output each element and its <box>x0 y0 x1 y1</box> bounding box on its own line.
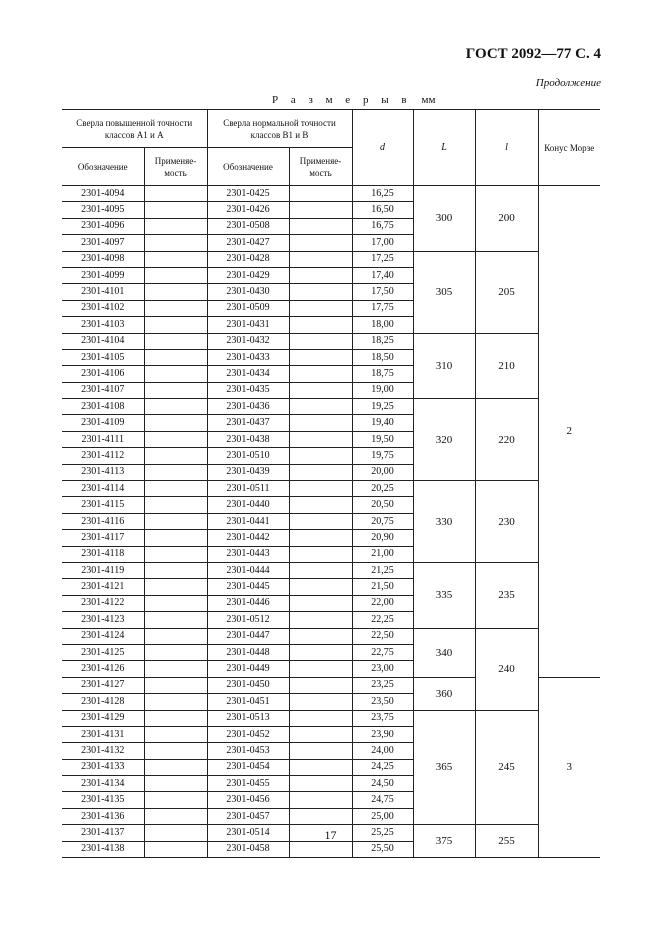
table-row <box>62 562 600 578</box>
length-L: 330 <box>413 481 475 563</box>
units-caption <box>272 94 435 106</box>
designation-precision: 2301-4108 <box>62 399 144 415</box>
designation-precision: 2301-4098 <box>62 251 144 267</box>
designation-precision: 2301-4128 <box>62 694 144 710</box>
designation-normal: 2301-0436 <box>207 399 289 415</box>
designation-normal: 2301-0442 <box>207 530 289 546</box>
designation-normal: 2301-0431 <box>207 317 289 333</box>
diameter-d: 19,40 <box>352 415 413 431</box>
designation-precision: 2301-4115 <box>62 497 144 513</box>
application-precision <box>144 382 207 398</box>
designation-normal: 2301-0429 <box>207 267 289 283</box>
application-normal <box>289 530 352 546</box>
application-normal <box>289 202 352 218</box>
diameter-d: 17,25 <box>352 251 413 267</box>
units-mm: мм <box>421 94 436 106</box>
header-application-1: Применяе-мость <box>144 148 207 186</box>
designation-normal: 2301-0425 <box>207 186 289 202</box>
designation-normal: 2301-0432 <box>207 333 289 349</box>
application-precision <box>144 186 207 202</box>
diameter-d: 18,25 <box>352 333 413 349</box>
application-precision <box>144 530 207 546</box>
designation-precision: 2301-4127 <box>62 677 144 693</box>
designation-precision: 2301-4101 <box>62 284 144 300</box>
application-precision <box>144 644 207 660</box>
application-normal <box>289 382 352 398</box>
application-normal <box>289 399 352 415</box>
table-row <box>62 628 600 644</box>
designation-normal: 2301-0445 <box>207 579 289 595</box>
length-l: 205 <box>475 251 538 333</box>
application-precision <box>144 841 207 857</box>
application-normal <box>289 841 352 857</box>
application-precision <box>144 349 207 365</box>
length-l: 240 <box>475 628 538 710</box>
designation-normal: 2301-0438 <box>207 431 289 447</box>
application-normal <box>289 415 352 431</box>
designation-precision: 2301-4118 <box>62 546 144 562</box>
application-precision <box>144 612 207 628</box>
application-normal <box>289 218 352 234</box>
continuation-label: Продолжение <box>535 77 601 89</box>
designation-normal: 2301-0452 <box>207 726 289 742</box>
designation-normal: 2301-0511 <box>207 481 289 497</box>
table-row <box>62 186 600 202</box>
application-precision <box>144 661 207 677</box>
diameter-d: 25,25 <box>352 825 413 841</box>
diameter-d: 21,25 <box>352 562 413 578</box>
application-precision <box>144 251 207 267</box>
application-precision <box>144 481 207 497</box>
application-precision <box>144 808 207 824</box>
designation-normal: 2301-0457 <box>207 808 289 824</box>
diameter-d: 20,75 <box>352 513 413 529</box>
application-precision <box>144 399 207 415</box>
units-label: Р а з м е р ы в <box>272 94 412 106</box>
diameter-d: 22,00 <box>352 595 413 611</box>
length-L: 305 <box>413 251 475 333</box>
application-normal <box>289 710 352 726</box>
application-precision <box>144 284 207 300</box>
designation-precision: 2301-4116 <box>62 513 144 529</box>
designation-normal: 2301-0509 <box>207 300 289 316</box>
designation-normal: 2301-0447 <box>207 628 289 644</box>
designation-normal: 2301-0441 <box>207 513 289 529</box>
application-normal <box>289 251 352 267</box>
header-morse-cone: Конус Морзе <box>538 110 600 186</box>
designation-normal: 2301-0428 <box>207 251 289 267</box>
designation-precision: 2301-4132 <box>62 743 144 759</box>
page-number: 17 <box>324 828 337 842</box>
diameter-d: 19,25 <box>352 399 413 415</box>
length-L: 375 <box>413 825 475 858</box>
document-title: ГОСТ 2092—77 С. 4 <box>465 46 601 62</box>
application-normal <box>289 562 352 578</box>
diameter-d: 22,50 <box>352 628 413 644</box>
designation-precision: 2301-4095 <box>62 202 144 218</box>
application-normal <box>289 300 352 316</box>
designation-normal: 2301-0514 <box>207 825 289 841</box>
diameter-d: 23,00 <box>352 661 413 677</box>
header-group-precision: Сверла повышенной точности классов А1 и А <box>62 110 207 148</box>
application-precision <box>144 366 207 382</box>
designation-normal: 2301-0449 <box>207 661 289 677</box>
application-normal <box>289 776 352 792</box>
diameter-d: 16,75 <box>352 218 413 234</box>
application-precision <box>144 726 207 742</box>
designation-normal: 2301-0444 <box>207 562 289 578</box>
length-l: 235 <box>475 562 538 628</box>
designation-normal: 2301-0434 <box>207 366 289 382</box>
application-normal <box>289 481 352 497</box>
designation-normal: 2301-0435 <box>207 382 289 398</box>
length-l: 210 <box>475 333 538 399</box>
table-row <box>62 399 600 415</box>
application-precision <box>144 317 207 333</box>
application-normal <box>289 448 352 464</box>
application-normal <box>289 431 352 447</box>
diameter-d: 20,90 <box>352 530 413 546</box>
length-L: 365 <box>413 710 475 825</box>
designation-precision: 2301-4094 <box>62 186 144 202</box>
designation-normal: 2301-0437 <box>207 415 289 431</box>
diameter-d: 16,50 <box>352 202 413 218</box>
application-precision <box>144 333 207 349</box>
application-normal <box>289 366 352 382</box>
designation-precision: 2301-4107 <box>62 382 144 398</box>
application-normal <box>289 661 352 677</box>
designation-precision: 2301-4097 <box>62 235 144 251</box>
application-normal <box>289 808 352 824</box>
designation-precision: 2301-4133 <box>62 759 144 775</box>
length-l: 200 <box>475 186 538 252</box>
designation-normal: 2301-0450 <box>207 677 289 693</box>
header-d: d <box>352 110 413 186</box>
designation-precision: 2301-4117 <box>62 530 144 546</box>
application-precision <box>144 743 207 759</box>
designation-normal: 2301-0451 <box>207 694 289 710</box>
application-precision <box>144 710 207 726</box>
length-l: 220 <box>475 399 538 481</box>
application-normal <box>289 677 352 693</box>
designation-precision: 2301-4111 <box>62 431 144 447</box>
designation-normal: 2301-0508 <box>207 218 289 234</box>
designation-precision: 2301-4121 <box>62 579 144 595</box>
morse-cone: 2 <box>538 186 600 678</box>
designation-normal: 2301-0454 <box>207 759 289 775</box>
diameter-d: 19,50 <box>352 431 413 447</box>
designation-precision: 2301-4137 <box>62 825 144 841</box>
application-normal <box>289 644 352 660</box>
application-precision <box>144 235 207 251</box>
diameter-d: 25,50 <box>352 841 413 857</box>
application-precision <box>144 595 207 611</box>
designation-precision: 2301-4123 <box>62 612 144 628</box>
designation-normal: 2301-0426 <box>207 202 289 218</box>
length-l: 255 <box>475 825 538 858</box>
application-normal <box>289 612 352 628</box>
diameter-d: 22,75 <box>352 644 413 660</box>
designation-normal: 2301-0512 <box>207 612 289 628</box>
designation-precision: 2301-4131 <box>62 726 144 742</box>
application-precision <box>144 546 207 562</box>
application-precision <box>144 628 207 644</box>
diameter-d: 22,25 <box>352 612 413 628</box>
diameter-d: 17,75 <box>352 300 413 316</box>
designation-normal: 2301-0510 <box>207 448 289 464</box>
application-precision <box>144 415 207 431</box>
designation-normal: 2301-0433 <box>207 349 289 365</box>
diameter-d: 17,40 <box>352 267 413 283</box>
application-normal <box>289 628 352 644</box>
table-row <box>62 710 600 726</box>
designation-normal: 2301-0440 <box>207 497 289 513</box>
table-row <box>62 333 600 349</box>
designation-precision: 2301-4113 <box>62 464 144 480</box>
designation-precision: 2301-4125 <box>62 644 144 660</box>
diameter-d: 23,75 <box>352 710 413 726</box>
application-normal <box>289 497 352 513</box>
designation-precision: 2301-4106 <box>62 366 144 382</box>
diameter-d: 18,50 <box>352 349 413 365</box>
header-group-normal: Сверла нормальной точности классов В1 и В <box>207 110 352 148</box>
application-normal <box>289 464 352 480</box>
length-l: 230 <box>475 481 538 563</box>
application-normal <box>289 349 352 365</box>
application-precision <box>144 694 207 710</box>
diameter-d: 23,50 <box>352 694 413 710</box>
designation-normal: 2301-0446 <box>207 595 289 611</box>
table-row <box>62 251 600 267</box>
designation-normal: 2301-0430 <box>207 284 289 300</box>
application-precision <box>144 759 207 775</box>
application-normal <box>289 726 352 742</box>
application-precision <box>144 300 207 316</box>
diameter-d: 19,75 <box>352 448 413 464</box>
application-precision <box>144 464 207 480</box>
application-precision <box>144 267 207 283</box>
diameter-d: 17,00 <box>352 235 413 251</box>
application-precision <box>144 579 207 595</box>
diameter-d: 17,50 <box>352 284 413 300</box>
designation-normal: 2301-0443 <box>207 546 289 562</box>
table-row <box>62 481 600 497</box>
designation-precision: 2301-4099 <box>62 267 144 283</box>
designation-normal: 2301-0455 <box>207 776 289 792</box>
application-normal <box>289 579 352 595</box>
application-precision <box>144 202 207 218</box>
length-L: 360 <box>413 677 475 710</box>
designation-precision: 2301-4126 <box>62 661 144 677</box>
designation-normal: 2301-0439 <box>207 464 289 480</box>
application-normal <box>289 317 352 333</box>
diameter-d: 20,50 <box>352 497 413 513</box>
application-normal <box>289 186 352 202</box>
designation-precision: 2301-4138 <box>62 841 144 857</box>
diameter-d: 24,75 <box>352 792 413 808</box>
designation-normal: 2301-0458 <box>207 841 289 857</box>
application-precision <box>144 677 207 693</box>
application-precision <box>144 497 207 513</box>
application-normal <box>289 333 352 349</box>
length-L: 310 <box>413 333 475 399</box>
application-normal <box>289 743 352 759</box>
morse-cone: 3 <box>538 677 600 857</box>
application-normal <box>289 513 352 529</box>
application-normal <box>289 595 352 611</box>
length-L: 320 <box>413 399 475 481</box>
length-l: 245 <box>475 710 538 825</box>
application-normal <box>289 235 352 251</box>
header-l: l <box>475 110 538 186</box>
application-normal <box>289 267 352 283</box>
diameter-d: 24,50 <box>352 776 413 792</box>
diameter-d: 20,25 <box>352 481 413 497</box>
application-precision <box>144 448 207 464</box>
diameter-d: 20,00 <box>352 464 413 480</box>
diameter-d: 21,00 <box>352 546 413 562</box>
application-normal <box>289 284 352 300</box>
application-precision <box>144 513 207 529</box>
diameter-d: 21,50 <box>352 579 413 595</box>
designation-precision: 2301-4119 <box>62 562 144 578</box>
diameter-d: 25,00 <box>352 808 413 824</box>
designation-precision: 2301-4112 <box>62 448 144 464</box>
application-precision <box>144 562 207 578</box>
application-precision <box>144 792 207 808</box>
length-L: 300 <box>413 186 475 252</box>
designation-precision: 2301-4096 <box>62 218 144 234</box>
application-normal <box>289 759 352 775</box>
application-precision <box>144 218 207 234</box>
length-L: 340 <box>413 628 475 677</box>
designation-precision: 2301-4122 <box>62 595 144 611</box>
designation-precision: 2301-4136 <box>62 808 144 824</box>
designation-precision: 2301-4109 <box>62 415 144 431</box>
header-application-2: Применяе-мость <box>289 148 352 186</box>
designation-precision: 2301-4103 <box>62 317 144 333</box>
header-designation-1: Обозначение <box>62 148 144 186</box>
designation-normal: 2301-0456 <box>207 792 289 808</box>
designation-normal: 2301-0513 <box>207 710 289 726</box>
diameter-d: 23,25 <box>352 677 413 693</box>
diameter-d: 24,00 <box>352 743 413 759</box>
designation-precision: 2301-4135 <box>62 792 144 808</box>
application-normal <box>289 792 352 808</box>
application-normal <box>289 694 352 710</box>
designation-normal: 2301-0427 <box>207 235 289 251</box>
designation-precision: 2301-4105 <box>62 349 144 365</box>
designation-precision: 2301-4129 <box>62 710 144 726</box>
table-body <box>62 186 600 858</box>
application-precision <box>144 776 207 792</box>
designation-precision: 2301-4104 <box>62 333 144 349</box>
drill-dimensions-table <box>62 109 600 858</box>
diameter-d: 24,25 <box>352 759 413 775</box>
designation-precision: 2301-4124 <box>62 628 144 644</box>
diameter-d: 18,75 <box>352 366 413 382</box>
header-L: L <box>413 110 475 186</box>
length-L: 335 <box>413 562 475 628</box>
diameter-d: 18,00 <box>352 317 413 333</box>
application-precision <box>144 431 207 447</box>
header-designation-2: Обозначение <box>207 148 289 186</box>
diameter-d: 16,25 <box>352 186 413 202</box>
designation-precision: 2301-4114 <box>62 481 144 497</box>
designation-precision: 2301-4134 <box>62 776 144 792</box>
diameter-d: 19,00 <box>352 382 413 398</box>
application-normal <box>289 546 352 562</box>
designation-normal: 2301-0453 <box>207 743 289 759</box>
diameter-d: 23,90 <box>352 726 413 742</box>
designation-precision: 2301-4102 <box>62 300 144 316</box>
designation-normal: 2301-0448 <box>207 644 289 660</box>
